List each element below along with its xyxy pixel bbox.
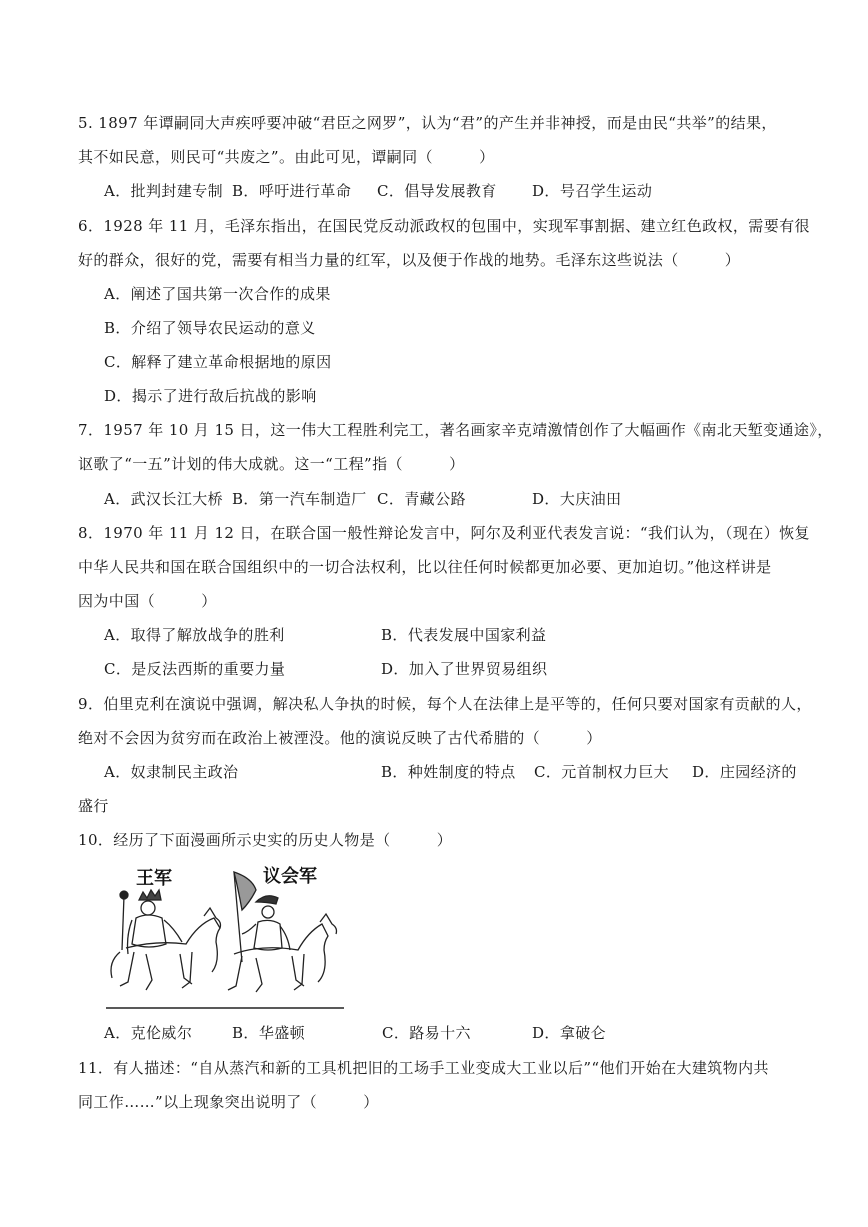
question-5-option-c: C．倡导发展教育: [377, 182, 497, 200]
question-5-line-1: 5. 1897 年谭嗣同大声疾呼要冲破“君臣之网罗”，认为“君”的产生并非神授，而是由民“共举”的结果，: [78, 114, 777, 132]
question-8-line-3: 因为中国（ ）: [78, 592, 217, 610]
question-8-option-a: A．取得了解放战争的胜利: [104, 626, 285, 644]
question-8-option-b: B．代表发展中国家利益: [381, 626, 547, 644]
question-8-option-d: D．加入了世界贸易组织: [381, 660, 548, 678]
question-7-line-1: 7．1957 年 10 月 15 日，这一伟大工程胜利完工，著名画家辛克靖激情创作了大幅画作《南北天堑变通途》，: [78, 421, 833, 439]
question-8-line-1: 8．1970 年 11 月 12 日，在联合国一般性辩论发言中，阿尔及利亚代表发言说：“我们认为，（现在）恢复: [78, 524, 810, 542]
question-8-line-2: 中华人民共和国在联合国组织中的一切合法权利，比以往任何时候都更加必要、更加迫切。”他这样讲是: [78, 558, 772, 576]
question-9-line-1: 9．伯里克利在演说中强调，解决私人争执的时候，每个人在法律上是平等的，任何只要对国家有贡献的人，: [78, 695, 812, 713]
question-5-option-b: B．呼吁进行革命: [232, 182, 352, 200]
question-9-option-d: D．庄园经济的: [692, 763, 797, 781]
question-5-line-2: 其不如民意，则民可“共废之”。由此可见，谭嗣同（ ）: [78, 148, 495, 166]
question-9-option-b: B．种姓制度的特点: [381, 763, 516, 781]
question-9-line-2: 绝对不会因为贫穷而在政治上被湮没。他的演说反映了古代希腊的（ ）: [78, 729, 602, 747]
question-10-option-c: C．路易十六: [382, 1024, 471, 1042]
question-8-option-c: C．是反法西斯的重要力量: [104, 660, 286, 678]
question-7-option-d: D．大庆油田: [532, 490, 622, 508]
question-9-option-a: A．奴隶制民主政治: [104, 763, 239, 781]
question-9-option-d-continued: 盛行: [78, 797, 109, 815]
question-10-option-d: D．拿破仑: [532, 1024, 607, 1042]
question-10-line-1: 10．经历了下面漫画所示史实的历史人物是（ ）: [78, 831, 453, 849]
question-7-line-2: 讴歌了“一五”计划的伟大成就。这一“工程”指（ ）: [78, 455, 465, 473]
question-7-option-a: A．武汉长江大桥: [104, 490, 224, 508]
parliament-rider-illustration: [228, 872, 337, 992]
cartoon-label-parliament-army: 议会军: [263, 866, 317, 887]
civil-war-cartoon: [106, 862, 344, 1012]
question-6-option-d: D．揭示了进行敌后抗战的影响: [104, 387, 317, 405]
question-11-line-1: 11．有人描述：“自从蒸汽和新的工具机把旧的工场手工业变成大工业以后”“他们开始在大建筑物内共: [78, 1059, 769, 1077]
question-10-option-a: A．克伦威尔: [104, 1024, 193, 1042]
cartoon-label-royal-army: 王军: [136, 868, 172, 889]
king-rider-illustration: [111, 890, 221, 990]
question-10-option-b: B．华盛顿: [232, 1024, 306, 1042]
question-5-option-d: D．号召学生运动: [532, 182, 653, 200]
question-6-option-a: A．阐述了国共第一次合作的成果: [104, 285, 331, 303]
question-9-option-c: C．元首制权力巨大: [534, 763, 670, 781]
question-6-line-2: 好的群众，很好的党，需要有相当力量的红军，以及便于作战的地势。毛泽东这些说法（ ）: [78, 251, 741, 269]
question-6-line-1: 6．1928 年 11 月，毛泽东指出，在国民党反动派政权的包围中，实现军事割据、建立红色政权，需要有很: [78, 217, 810, 235]
question-6-option-c: C．解释了建立革命根据地的原因: [104, 353, 332, 371]
question-11-line-2: 同工作……”以上现象突出说明了（ ）: [78, 1093, 379, 1111]
question-7-option-b: B．第一汽车制造厂: [232, 490, 367, 508]
question-6-option-b: B．介绍了领导农民运动的意义: [104, 319, 316, 337]
question-5-option-a: A．批判封建专制: [104, 182, 224, 200]
question-7-option-c: C．青藏公路: [377, 490, 466, 508]
